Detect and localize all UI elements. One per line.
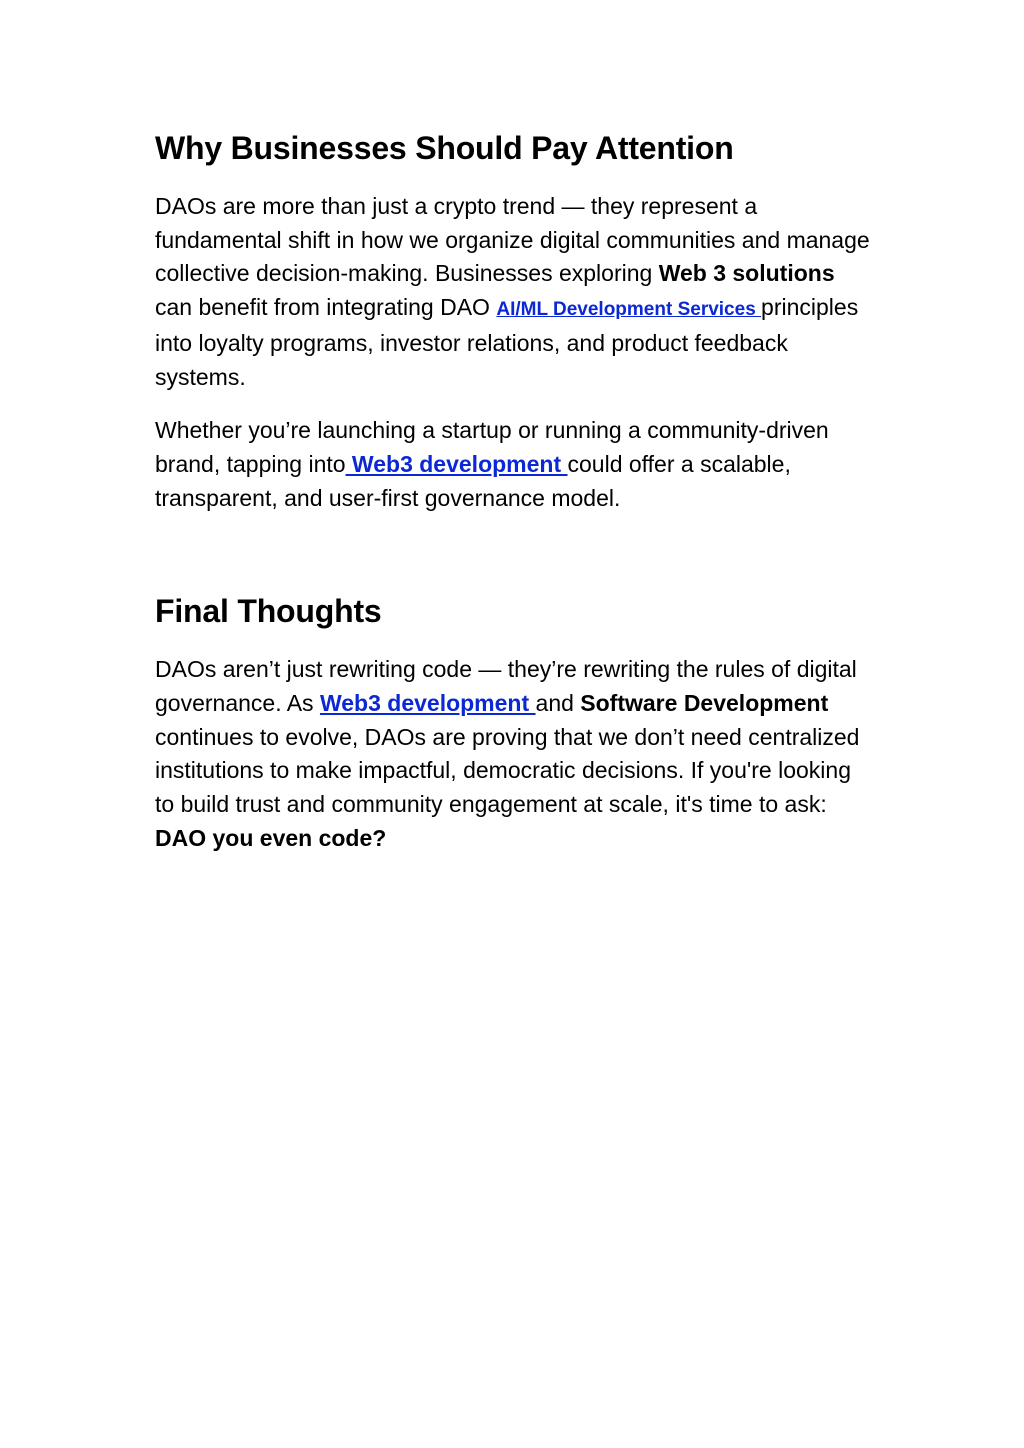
paragraph-text: DAOs are more than just a crypto trend — they represent a fundamental shift in how we organize digital communities and manage collective decision-making. Businesses exploring [155, 193, 870, 287]
document-content [155, 126, 875, 856]
section-final-thoughts [155, 589, 875, 855]
paragraph-text: continues to evolve, DAOs are proving that we don’t need centralized institutions to make impactful, democratic decisions. If you're looking to build trust and community engagement at scale, it's time to ask: [155, 723, 860, 818]
section-why-businesses [155, 126, 875, 515]
paragraph-text: could offer a scalable, transparent, and user-first governance model. [155, 450, 791, 511]
bold-text: Software Development [580, 690, 829, 717]
paragraph [155, 190, 875, 394]
paragraph-text: principles into loyalty programs, investor relations, and product feedback systems. [155, 294, 859, 390]
web3-development-link[interactable]: Web3 development [319, 690, 536, 717]
section-heading: Why Businesses Should Pay Attention [155, 130, 734, 166]
paragraph-text: DAOs aren’t just rewriting code — they’re rewriting the rules of digital governance. As [155, 656, 857, 717]
paragraph [155, 653, 875, 855]
bold-text: DAO you even code? [155, 824, 387, 851]
web3-development-link[interactable]: Web3 development [345, 450, 568, 477]
paragraph-text: can benefit from integrating DAO [155, 294, 497, 321]
paragraph-text: and [535, 690, 581, 717]
paragraph [155, 414, 875, 515]
paragraph-text: Whether you’re launching a startup or running a community-driven brand, tapping into [155, 417, 829, 477]
bold-text: Web 3 solutions [658, 260, 835, 287]
section-heading: Final Thoughts [155, 593, 382, 630]
aiml-development-services-link[interactable]: AI/ML Development Services [496, 299, 762, 321]
